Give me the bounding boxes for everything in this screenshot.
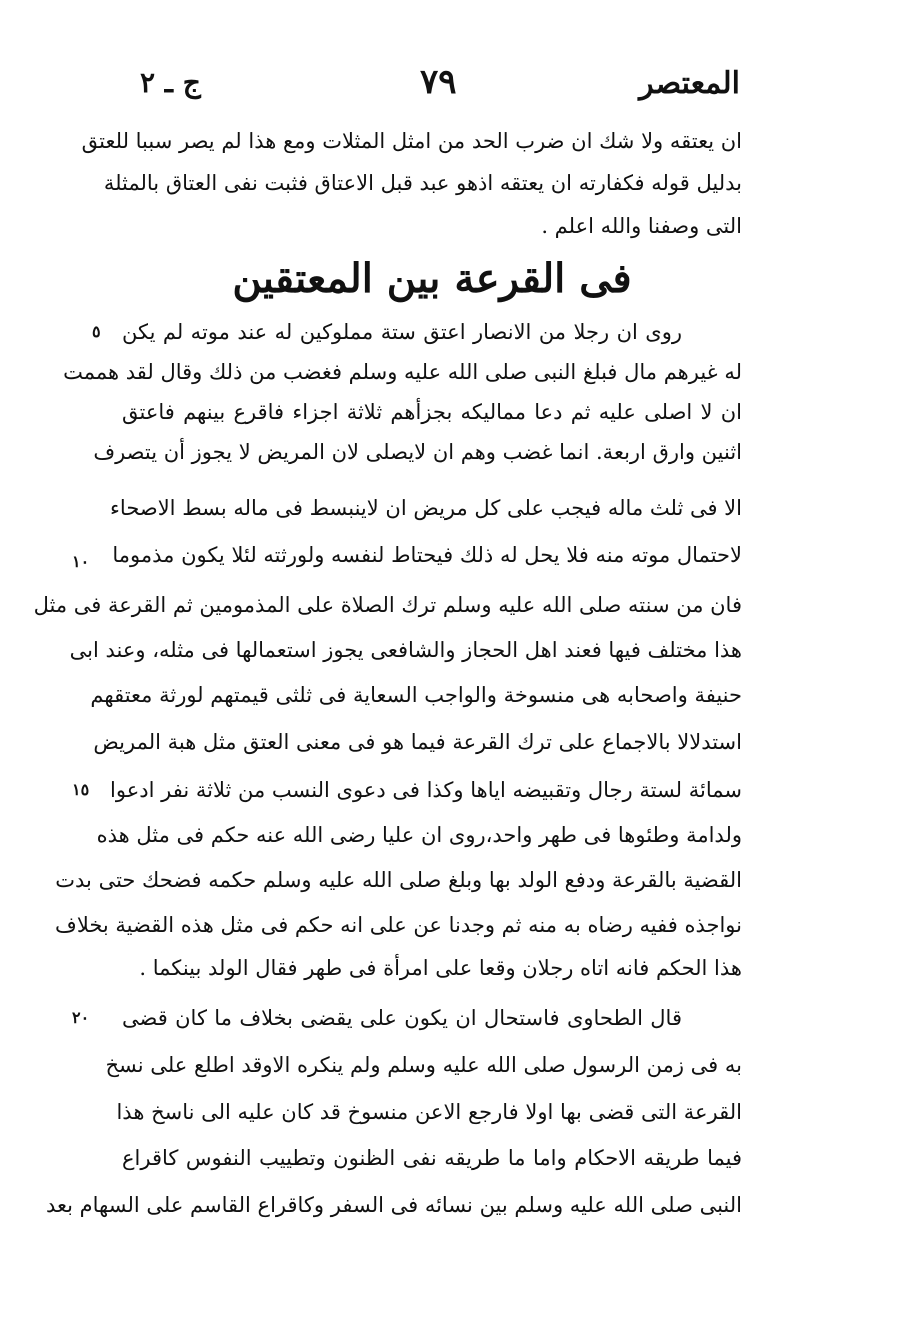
line-number: ١٠ [72,552,90,571]
text-line: سمائة لستة رجال وتقبيضه اياها وكذا فى دعوى النسب من ثلاثة نفر ادعوا [110,778,742,802]
text-line: بدليل قوله فكفارته ان يعتقه اذهو عبد قبل الاعتاق فثبت نفى العتاق بالمثلة [103,171,742,195]
text-line: حنيفة واصحابه هى منسوخة والواجب السعاية فى ثلثى قيمتهم لورثة معتقهم [90,683,742,707]
volume-label: ج ـ ٢ [140,66,201,99]
text-line: النبى صلى الله عليه وسلم بين نسائه فى السفر وكاقراع القاسم على السهام بعد [45,1193,742,1217]
page-header [120,62,740,110]
text-line: روى ان رجلا من الانصار اعتق ستة مملوكين له عند موته لم يكن [122,320,682,344]
text-line: نواجذه ففيه رضاه به منه ثم وجدنا عن على انه حكم فى مثل هذه القضية بخلاف [55,913,742,937]
line-number: ٢٠ [72,1008,90,1027]
line-number: ١٥ [72,780,90,799]
text-line: هذا مختلف فيها فعند اهل الحجاز والشافعى يجوز استعمالها فى مثله، وعند ابى [69,638,742,662]
text-line: قال الطحاوى فاستحال ان يكون على يقضى بخلاف ما كان قضى [122,1006,682,1030]
text-line: لاحتمال موته منه فلا يحل له ذلك فيحتاط لنفسه ولورثته لئلا يكون مذموما [112,543,742,567]
text-line: به فى زمن الرسول صلى الله عليه وسلم ولم ينكره الاوقد اطلع على نسخ [105,1053,742,1077]
section-heading: فى القرعة بين المعتقين [232,255,632,302]
text-line: فيما طريقه الاحكام واما ما طريقه نفى الظنون وتطييب النفوس كاقراع [122,1146,742,1170]
text-line: له غيرهم مال فبلغ النبى صلى الله عليه وسلم فغضب من ذلك وقال لقد هممت [63,360,742,384]
text-line: التى وصفنا والله اعلم . [541,214,742,238]
page-number: ٧٩ [420,62,457,102]
text-line: ولدامة وطئوها فى طهر واحد،روى ان عليا رضى الله عنه حكم فى مثل هذه [96,823,742,847]
text-line: القضية بالقرعة ودفع الولد بها وبلغ صلى الله عليه وسلم حكمه فضحك حتى بدت [55,868,742,892]
text-line: القرعة التى قضى بها اولا فارجع الاعن منسوخ قد كان عليه الى ناسخ هذا [116,1100,742,1124]
text-line: اثنين وارق اربعة. انما غضب وهم ان لايصلى لان المريض لا يجوز أن يتصرف [93,440,742,464]
text-line: ان يعتقه ولا شك ان ضرب الحد من امثل المثلات ومع هذا لم يصر سببا للعتق [81,129,742,153]
text-line: الا فى ثلث ماله فيجب على كل مريض ان لاينبسط فى ماله بسط الاصحاء [110,496,742,520]
text-line: ان لا اصلى عليه ثم دعا مماليكه بجزأهم ثلاثة اجزاء فاقرع بينهم فاعتق [122,400,742,424]
line-number: ٥ [92,322,101,341]
text-line: استدلالا بالاجماع على ترك القرعة فيما هو فى معنى العتق مثل هبة المريض [93,730,742,754]
text-line: هذا الحكم فانه اتاه رجلان وقعا على امرأة فى طهر فقال الولد بينكما . [139,956,742,980]
book-title: المعتصر [639,66,740,101]
text-line: فان من سنته صلى الله عليه وسلم ترك الصلاة على المذمومين ثم القرعة فى مثل [33,593,742,617]
